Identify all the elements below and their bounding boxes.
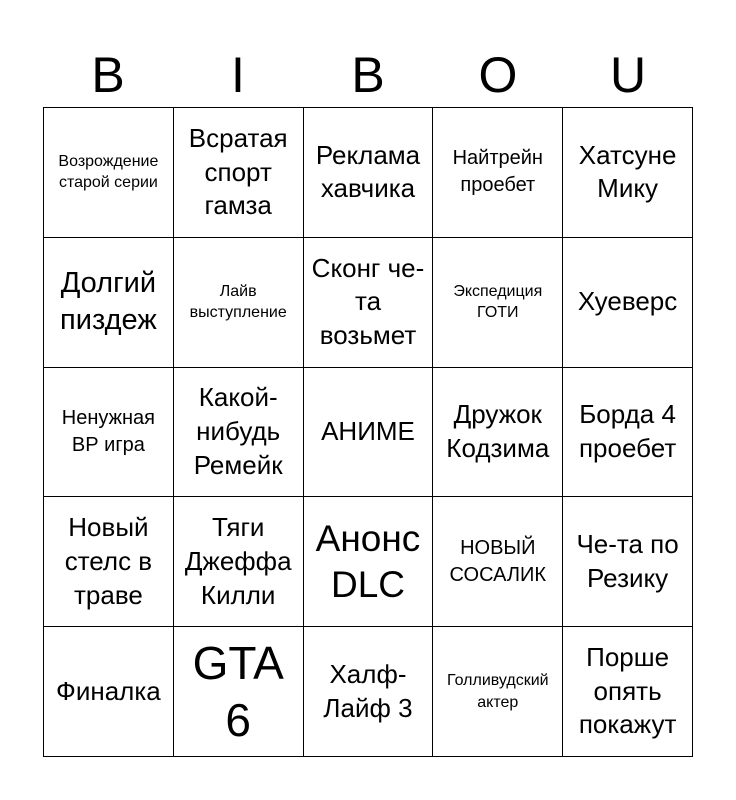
cell-text: Че-та по Резику xyxy=(576,528,679,593)
bingo-cell-r5c4[interactable] xyxy=(433,627,563,757)
bingo-cell-r2c4[interactable] xyxy=(433,238,563,368)
header-letter-b1: B xyxy=(91,47,125,103)
header-letter-i: I xyxy=(231,47,245,103)
bingo-cell-r3c2[interactable] xyxy=(174,368,304,498)
bingo-cell-r1c3[interactable] xyxy=(304,108,434,238)
cell-text: Халф-Лайф 3 xyxy=(323,658,413,723)
cell-text: Всратая спорт гамза xyxy=(188,122,288,221)
cell-text: НОВЫЙ СОСАЛИК xyxy=(449,536,547,586)
cell-text: Экспедиция ГОТИ xyxy=(453,282,543,322)
bingo-cell-r5c1[interactable] xyxy=(44,627,174,757)
cell-text: Возрождение старой серии xyxy=(58,152,159,192)
cell-text: Тяги Джеффа Килли xyxy=(184,512,292,610)
cell-text: Ненужная ВР игра xyxy=(61,406,155,456)
bingo-cell-r5c5[interactable] xyxy=(563,627,693,757)
header-letter-o: O xyxy=(478,47,518,103)
cell-text: Сконг че-та возьмет xyxy=(311,252,425,351)
header-letter-u: U xyxy=(609,47,647,103)
cell-text: Новый стелс в траве xyxy=(64,512,153,610)
bingo-cell-r4c2[interactable] xyxy=(174,497,304,627)
bingo-cell-r5c2[interactable] xyxy=(174,627,304,757)
cell-text: Найтрейн проебет xyxy=(452,147,543,197)
bingo-cell-r4c4[interactable] xyxy=(433,497,563,627)
cell-text: Голливудский актер xyxy=(447,672,549,711)
header-letter-b2: B xyxy=(351,47,385,103)
cell-text: Анонс DLC xyxy=(315,517,421,605)
bingo-cell-r2c3[interactable] xyxy=(304,238,434,368)
bingo-cell-r1c4[interactable] xyxy=(433,108,563,238)
cell-text: Порше опять покажут xyxy=(578,641,677,740)
cell-text: Реклама хавчика xyxy=(315,139,421,204)
cell-text: Долгий пиздеж xyxy=(60,267,157,337)
cell-text: Хатсуне Мику xyxy=(578,139,677,204)
bingo-cell-r3c3[interactable] xyxy=(304,368,434,498)
bingo-cell-r1c5[interactable] xyxy=(563,108,693,238)
bingo-cell-r4c5[interactable] xyxy=(563,497,693,627)
cell-text: Дружок Кодзима xyxy=(446,399,550,463)
cell-text: Борда 4 проебет xyxy=(578,399,677,463)
bingo-cell-r2c2[interactable] xyxy=(174,238,304,368)
cell-text: Финалка xyxy=(56,675,161,706)
bingo-cell-r4c3[interactable] xyxy=(304,497,434,627)
bingo-grid xyxy=(43,107,693,757)
bingo-cell-r2c1[interactable] xyxy=(44,238,174,368)
cell-text: Лайв выступление xyxy=(189,282,287,322)
bingo-cell-r3c1[interactable] xyxy=(44,368,174,498)
bingo-cell-r3c5[interactable] xyxy=(563,368,693,498)
cell-text: Какой-нибудь Ремейк xyxy=(193,382,283,480)
bingo-cell-r3c4[interactable] xyxy=(433,368,563,498)
bingo-cell-r2c5[interactable] xyxy=(563,238,693,368)
cell-text: АНИМЕ xyxy=(321,416,415,447)
bingo-header xyxy=(43,42,693,108)
cell-text: GTA 6 xyxy=(192,637,284,746)
cell-text: Хуеверс xyxy=(577,286,678,317)
bingo-cell-r4c1[interactable] xyxy=(44,497,174,627)
bingo-cell-r5c3[interactable] xyxy=(304,627,434,757)
bingo-cell-r1c2[interactable] xyxy=(174,108,304,238)
bingo-cell-r1c1[interactable] xyxy=(44,108,174,238)
